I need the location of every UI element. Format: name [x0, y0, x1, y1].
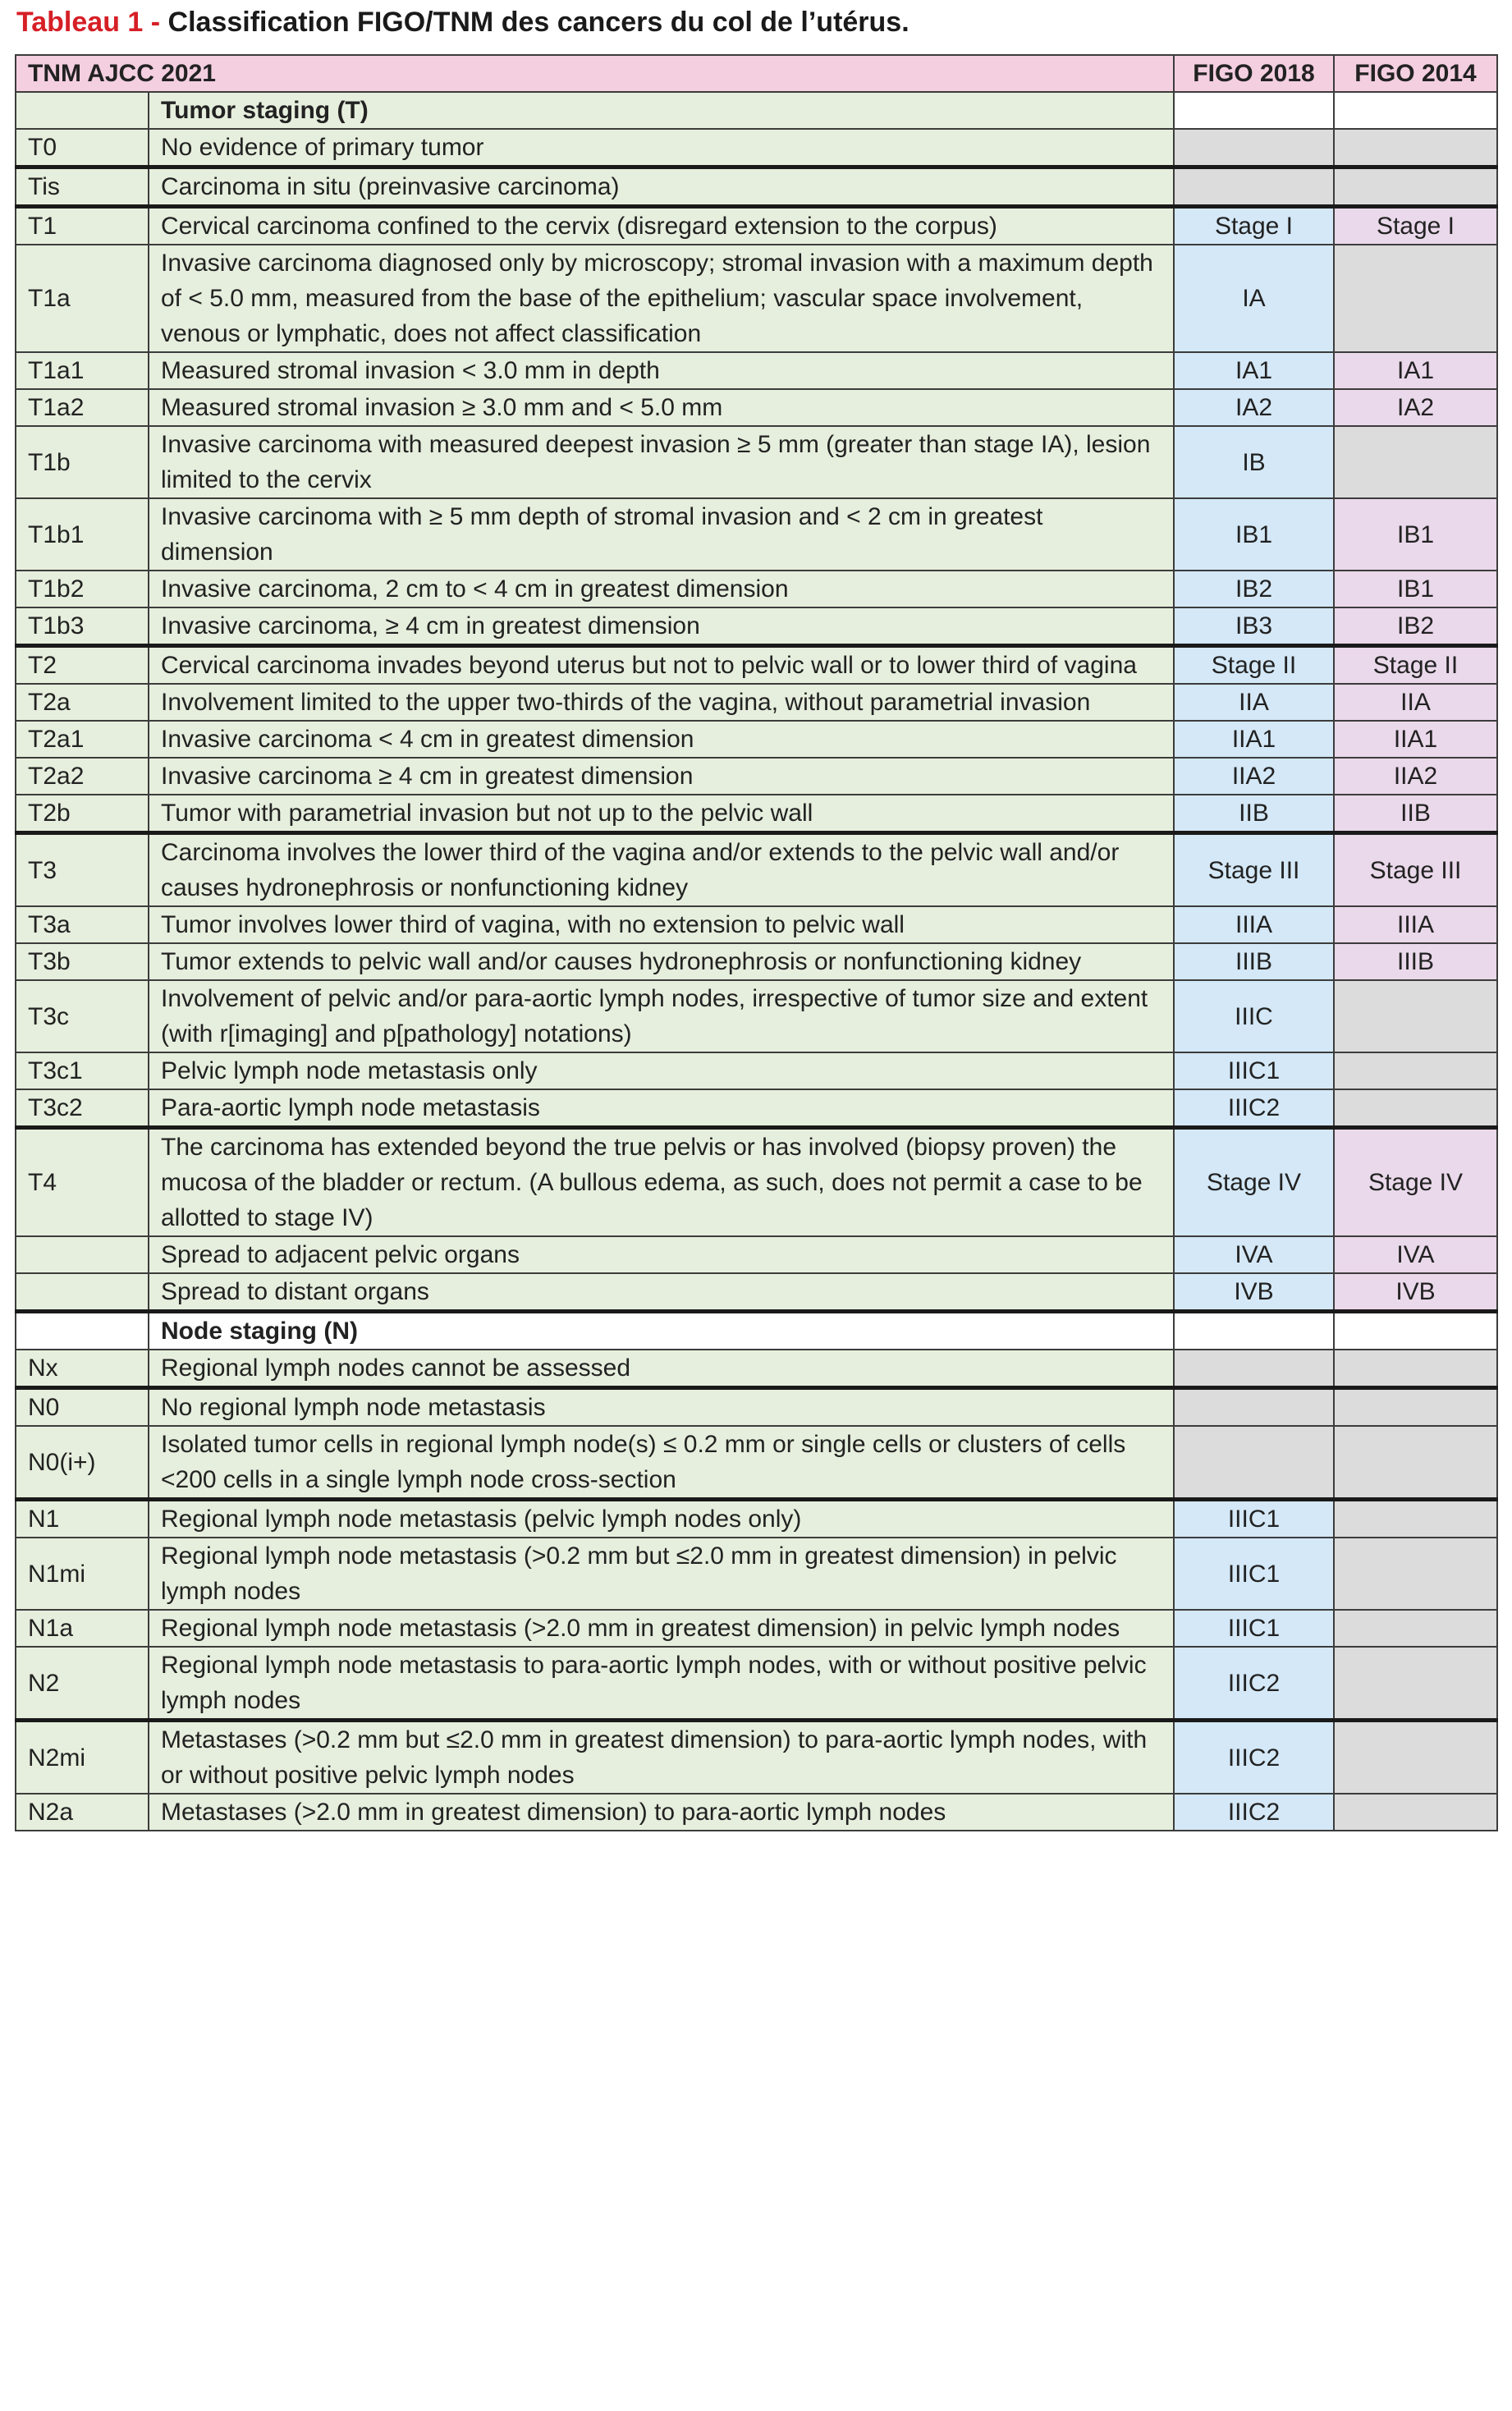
- description-cell: Regional lymph node metastasis (>2.0 mm in greatest dimension) in pelvic lymph nodes: [149, 1610, 1174, 1647]
- figo-2014-cell: [1334, 92, 1497, 129]
- figo-2018-cell: [1174, 1312, 1334, 1350]
- table-row: [16, 498, 1497, 571]
- tnm-code-cell: N1mi: [16, 1538, 149, 1610]
- table-row: [16, 795, 1497, 833]
- figo-2018-cell: IA: [1174, 245, 1334, 352]
- tnm-code-cell: T1a: [16, 245, 149, 352]
- figo-2018-cell: IA2: [1174, 389, 1334, 426]
- header-row: [16, 55, 1497, 92]
- figo-2018-cell: [1174, 92, 1334, 129]
- table-row: [16, 758, 1497, 795]
- figo-2014-cell: [1334, 1089, 1497, 1128]
- description-cell: Metastases (>2.0 mm in greatest dimension) to para-aortic lymph nodes: [149, 1794, 1174, 1831]
- figo-2014-cell: IIA: [1334, 684, 1497, 721]
- tnm-code-cell: T2a: [16, 684, 149, 721]
- figo-2014-cell: IA2: [1334, 389, 1497, 426]
- table-row: [16, 352, 1497, 389]
- description-cell: Invasive carcinoma, ≥ 4 cm in greatest dimension: [149, 607, 1174, 646]
- table-row: [16, 721, 1497, 758]
- tnm-code-cell: T2: [16, 646, 149, 685]
- figo-2018-cell: IIA2: [1174, 758, 1334, 795]
- tnm-code-cell: Tis: [16, 167, 149, 207]
- tnm-code-cell: T1a2: [16, 389, 149, 426]
- section-row: [16, 1312, 1497, 1350]
- tnm-code-cell: T3c: [16, 980, 149, 1052]
- table-row: [16, 1647, 1497, 1721]
- header-tnm: TNM AJCC 2021: [16, 55, 1174, 92]
- caption-label: Tableau 1 -: [16, 7, 161, 38]
- figo-2018-cell: [1174, 1388, 1334, 1427]
- figo-2014-cell: [1334, 1647, 1497, 1721]
- figo-2018-cell: IIA: [1174, 684, 1334, 721]
- figo-2014-cell: [1334, 1538, 1497, 1610]
- description-cell: Invasive carcinoma < 4 cm in greatest dimension: [149, 721, 1174, 758]
- tnm-code-cell: T1b: [16, 426, 149, 498]
- figo-2014-cell: IIIB: [1334, 943, 1497, 980]
- table-row: [16, 207, 1497, 245]
- tnm-code-cell: T1b2: [16, 571, 149, 607]
- tnm-code-cell: N1a: [16, 1610, 149, 1647]
- table-row: [16, 943, 1497, 980]
- table-row: [16, 1089, 1497, 1128]
- tnm-code-cell: T3c1: [16, 1052, 149, 1089]
- description-cell: Regional lymph node metastasis (>0.2 mm but ≤2.0 mm in greatest dimension) in pelvic lymph nodes: [149, 1538, 1174, 1610]
- tnm-code-cell: T1a1: [16, 352, 149, 389]
- figo-2018-cell: [1174, 1426, 1334, 1500]
- figo-2014-cell: [1334, 1350, 1497, 1388]
- figo-2014-cell: IA1: [1334, 352, 1497, 389]
- tnm-code-cell: N1: [16, 1500, 149, 1538]
- figo-2014-cell: IIA2: [1334, 758, 1497, 795]
- figo-2014-cell: [1334, 1794, 1497, 1831]
- figo-2014-cell: Stage IV: [1334, 1128, 1497, 1237]
- description-cell: Invasive carcinoma diagnosed only by microscopy; stromal invasion with a maximum depth of < 5.0 mm, measured from the base of the epithelium; vascular space involvement, venous or lymphatic, does not affect classification: [149, 245, 1174, 352]
- figo-2018-cell: IIIC: [1174, 980, 1334, 1052]
- tnm-code-cell: [16, 1312, 149, 1350]
- figo-2018-cell: IB1: [1174, 498, 1334, 571]
- figo-2014-cell: IB1: [1334, 498, 1497, 571]
- tnm-code-cell: T3a: [16, 906, 149, 943]
- figo-2018-cell: IIIA: [1174, 906, 1334, 943]
- figo-2018-cell: IIIC2: [1174, 1721, 1334, 1794]
- table-row: [16, 1538, 1497, 1610]
- figo-2018-cell: Stage III: [1174, 833, 1334, 907]
- section-row: [16, 92, 1497, 129]
- figo-2014-cell: [1334, 167, 1497, 207]
- figo-2018-cell: IIIC1: [1174, 1610, 1334, 1647]
- table-row: [16, 1610, 1497, 1647]
- table-caption: [16, 7, 909, 39]
- figo-2018-cell: IB: [1174, 426, 1334, 498]
- tnm-code-cell: T3: [16, 833, 149, 907]
- figo-2014-cell: Stage II: [1334, 646, 1497, 685]
- description-cell: Invasive carcinoma ≥ 4 cm in greatest dimension: [149, 758, 1174, 795]
- figo-2014-cell: [1334, 426, 1497, 498]
- description-cell: Isolated tumor cells in regional lymph node(s) ≤ 0.2 mm or single cells or clusters of cells <200 cells in a single lymph node cross-section: [149, 1426, 1174, 1500]
- table-row: [16, 684, 1497, 721]
- table-row: [16, 1350, 1497, 1388]
- description-cell: Metastases (>0.2 mm but ≤2.0 mm in greatest dimension) to para-aortic lymph nodes, with or without positive pelvic lymph nodes: [149, 1721, 1174, 1794]
- description-cell: No regional lymph node metastasis: [149, 1388, 1174, 1427]
- figo-2018-cell: IB2: [1174, 571, 1334, 607]
- figo-2018-cell: Stage I: [1174, 207, 1334, 245]
- tnm-code-cell: T4: [16, 1128, 149, 1237]
- description-cell: Carcinoma involves the lower third of the vagina and/or extends to the pelvic wall and/or causes hydronephrosis or nonfunctioning kidney: [149, 833, 1174, 907]
- figo-2014-cell: [1334, 980, 1497, 1052]
- tnm-code-cell: [16, 1236, 149, 1273]
- table-row: [16, 167, 1497, 207]
- figo-2018-cell: IA1: [1174, 352, 1334, 389]
- table-row: [16, 129, 1497, 167]
- staging-table: [15, 54, 1498, 1831]
- table-row: [16, 1128, 1497, 1237]
- figo-2014-cell: [1334, 1721, 1497, 1794]
- table-row: [16, 906, 1497, 943]
- description-cell: Para-aortic lymph node metastasis: [149, 1089, 1174, 1128]
- figo-2018-cell: [1174, 167, 1334, 207]
- table-row: [16, 1388, 1497, 1427]
- tnm-code-cell: T2a2: [16, 758, 149, 795]
- header-figo-2014: FIGO 2014: [1334, 55, 1497, 92]
- tnm-code-cell: N0(i+): [16, 1426, 149, 1500]
- table-row: [16, 426, 1497, 498]
- figo-2014-cell: [1334, 1312, 1497, 1350]
- figo-2014-cell: IVA: [1334, 1236, 1497, 1273]
- table-row: [16, 1273, 1497, 1312]
- tnm-code-cell: T1: [16, 207, 149, 245]
- figo-2014-cell: [1334, 129, 1497, 167]
- figo-2018-cell: IIIC2: [1174, 1794, 1334, 1831]
- figo-2018-cell: Stage II: [1174, 646, 1334, 685]
- figo-2018-cell: IIIC1: [1174, 1500, 1334, 1538]
- figo-2014-cell: IIA1: [1334, 721, 1497, 758]
- table-row: [16, 1052, 1497, 1089]
- tnm-code-cell: Nx: [16, 1350, 149, 1388]
- figo-2018-cell: [1174, 129, 1334, 167]
- description-cell: Involvement of pelvic and/or para-aortic lymph nodes, irrespective of tumor size and extent (with r[imaging] and p[pathology] notations): [149, 980, 1174, 1052]
- description-cell: Regional lymph nodes cannot be assessed: [149, 1350, 1174, 1388]
- description-cell: Cervical carcinoma invades beyond uterus but not to pelvic wall or to lower third of vagina: [149, 646, 1174, 685]
- figo-2014-cell: IB2: [1334, 607, 1497, 646]
- figo-2014-cell: [1334, 1500, 1497, 1538]
- description-cell: Invasive carcinoma with ≥ 5 mm depth of stromal invasion and < 2 cm in greatest dimension: [149, 498, 1174, 571]
- figo-2014-cell: [1334, 1610, 1497, 1647]
- tnm-code-cell: T1b3: [16, 607, 149, 646]
- figo-2018-cell: IIIB: [1174, 943, 1334, 980]
- tnm-code-cell: N2mi: [16, 1721, 149, 1794]
- figo-2018-cell: IIA1: [1174, 721, 1334, 758]
- header-figo-2018: FIGO 2018: [1174, 55, 1334, 92]
- description-cell: Tumor with parametrial invasion but not up to the pelvic wall: [149, 795, 1174, 833]
- tnm-code-cell: T2a1: [16, 721, 149, 758]
- description-cell: No evidence of primary tumor: [149, 129, 1174, 167]
- tnm-code-cell: N0: [16, 1388, 149, 1427]
- table-row: [16, 646, 1497, 685]
- tnm-code-cell: T0: [16, 129, 149, 167]
- description-cell: Measured stromal invasion < 3.0 mm in depth: [149, 352, 1174, 389]
- table-row: [16, 607, 1497, 646]
- description-cell: Tumor involves lower third of vagina, with no extension to pelvic wall: [149, 906, 1174, 943]
- figo-2014-cell: [1334, 1426, 1497, 1500]
- figo-2014-cell: IVB: [1334, 1273, 1497, 1312]
- table-row: [16, 1721, 1497, 1794]
- figo-2014-cell: IIB: [1334, 795, 1497, 833]
- caption-text: Classification FIGO/TNM des cancers du col de l’utérus.: [167, 7, 909, 38]
- tnm-code-cell: N2: [16, 1647, 149, 1721]
- description-cell: Regional lymph node metastasis to para-aortic lymph nodes, with or without positive pelvic lymph nodes: [149, 1647, 1174, 1721]
- figo-2018-cell: Stage IV: [1174, 1128, 1334, 1237]
- description-cell: Node staging (N): [149, 1312, 1174, 1350]
- table-row: [16, 389, 1497, 426]
- description-cell: Invasive carcinoma with measured deepest invasion ≥ 5 mm (greater than stage IA), lesion limited to the cervix: [149, 426, 1174, 498]
- table-row: [16, 833, 1497, 907]
- tnm-code-cell: [16, 92, 149, 129]
- table-row: [16, 1500, 1497, 1538]
- figo-2018-cell: IB3: [1174, 607, 1334, 646]
- figo-2014-cell: Stage III: [1334, 833, 1497, 907]
- figo-2018-cell: IIB: [1174, 795, 1334, 833]
- tnm-code-cell: [16, 1273, 149, 1312]
- description-cell: Regional lymph node metastasis (pelvic lymph nodes only): [149, 1500, 1174, 1538]
- tnm-code-cell: T1b1: [16, 498, 149, 571]
- table-row: [16, 245, 1497, 352]
- tnm-code-cell: T3c2: [16, 1089, 149, 1128]
- figo-2018-cell: IVA: [1174, 1236, 1334, 1273]
- table-row: [16, 1426, 1497, 1500]
- figo-2014-cell: [1334, 1052, 1497, 1089]
- figo-2014-cell: [1334, 245, 1497, 352]
- table-row: [16, 571, 1497, 607]
- description-cell: Tumor extends to pelvic wall and/or causes hydronephrosis or nonfunctioning kidney: [149, 943, 1174, 980]
- table-body: [16, 92, 1497, 1831]
- tnm-code-cell: N2a: [16, 1794, 149, 1831]
- figo-2018-cell: IIIC1: [1174, 1538, 1334, 1610]
- table-row: [16, 980, 1497, 1052]
- figo-2014-cell: Stage I: [1334, 207, 1497, 245]
- description-cell: The carcinoma has extended beyond the true pelvis or has involved (biopsy proven) the mucosa of the bladder or rectum. (A bullous edema, as such, does not permit a case to be allotted to stage IV): [149, 1128, 1174, 1237]
- figo-2014-cell: IB1: [1334, 571, 1497, 607]
- figo-2014-cell: [1334, 1388, 1497, 1427]
- table-row: [16, 1236, 1497, 1273]
- description-cell: Invasive carcinoma, 2 cm to < 4 cm in greatest dimension: [149, 571, 1174, 607]
- figo-2018-cell: IIIC1: [1174, 1052, 1334, 1089]
- description-cell: Spread to distant organs: [149, 1273, 1174, 1312]
- description-cell: Tumor staging (T): [149, 92, 1174, 129]
- figo-2018-cell: IIIC2: [1174, 1089, 1334, 1128]
- figo-2018-cell: [1174, 1350, 1334, 1388]
- figo-2014-cell: IIIA: [1334, 906, 1497, 943]
- table-row: [16, 1794, 1497, 1831]
- description-cell: Spread to adjacent pelvic organs: [149, 1236, 1174, 1273]
- description-cell: Cervical carcinoma confined to the cervix (disregard extension to the corpus): [149, 207, 1174, 245]
- tnm-code-cell: T2b: [16, 795, 149, 833]
- figo-2018-cell: IVB: [1174, 1273, 1334, 1312]
- description-cell: Involvement limited to the upper two-thirds of the vagina, without parametrial invasion: [149, 684, 1174, 721]
- description-cell: Pelvic lymph node metastasis only: [149, 1052, 1174, 1089]
- tnm-code-cell: T3b: [16, 943, 149, 980]
- description-cell: Carcinoma in situ (preinvasive carcinoma): [149, 167, 1174, 207]
- description-cell: Measured stromal invasion ≥ 3.0 mm and < 5.0 mm: [149, 389, 1174, 426]
- figo-2018-cell: IIIC2: [1174, 1647, 1334, 1721]
